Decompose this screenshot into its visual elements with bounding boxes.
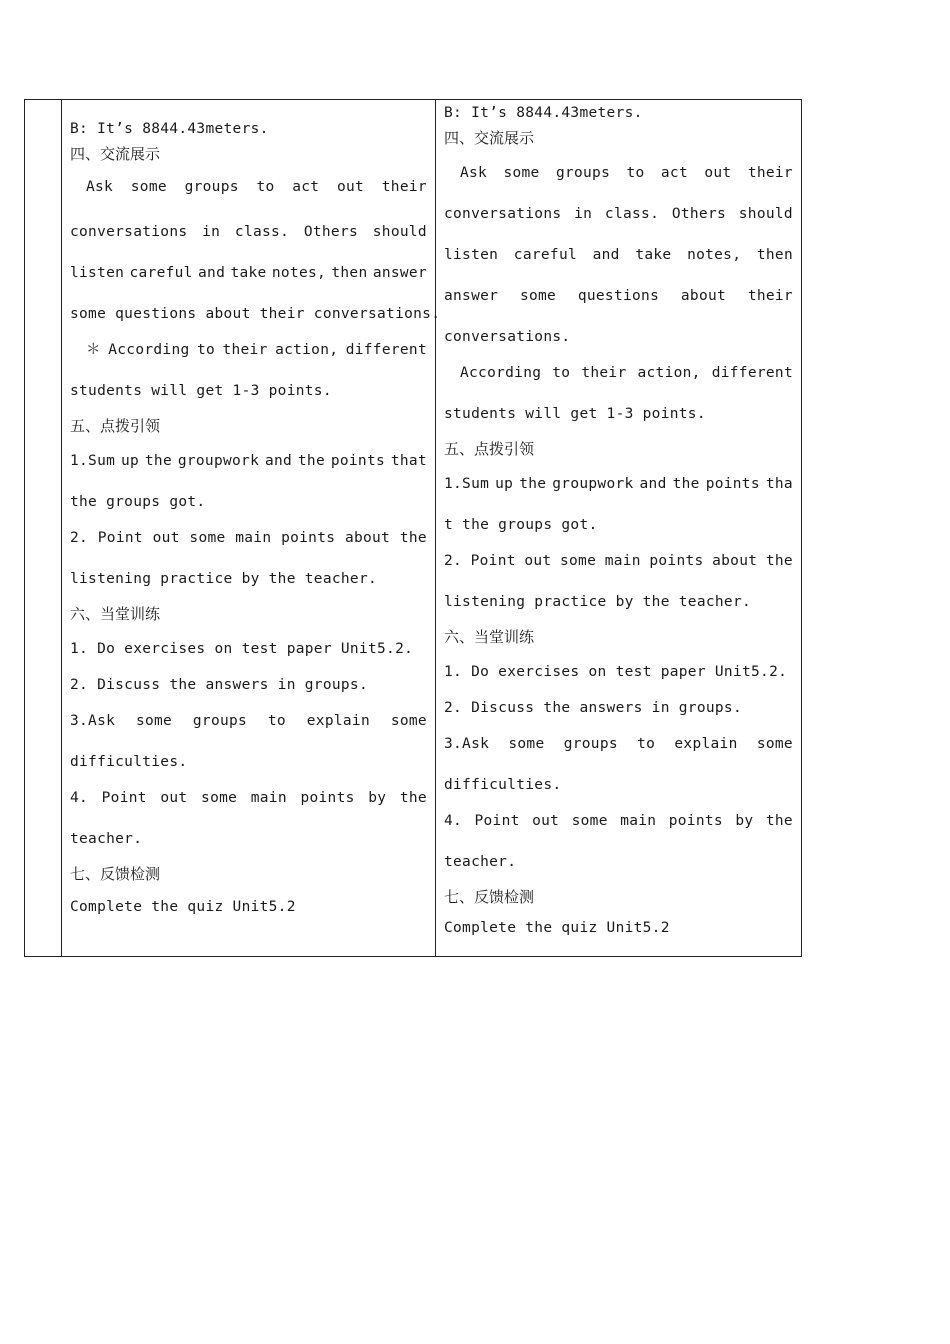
word: act bbox=[660, 165, 688, 181]
word: Point bbox=[470, 553, 516, 569]
word: and bbox=[592, 247, 620, 263]
word: by bbox=[735, 813, 754, 829]
para-5b-line-1 bbox=[444, 552, 793, 570]
para-6a: 1. Do exercises on test paper Unit5.2. bbox=[444, 664, 788, 680]
word: take bbox=[635, 247, 672, 263]
para-5a-line-2: the groups got. bbox=[70, 494, 206, 510]
word: the bbox=[144, 453, 172, 469]
word: class. bbox=[604, 206, 660, 222]
para-4-line-2 bbox=[70, 223, 427, 241]
left-cell-content bbox=[70, 120, 441, 916]
word: their bbox=[381, 179, 427, 195]
word: answer bbox=[372, 265, 427, 281]
para-6d-line-1 bbox=[444, 812, 793, 830]
word: take bbox=[230, 265, 267, 281]
word: Point bbox=[101, 790, 147, 806]
word: some bbox=[756, 736, 793, 752]
para-4-line-3 bbox=[444, 246, 793, 264]
word: by bbox=[368, 790, 387, 806]
word: 4. bbox=[70, 790, 89, 806]
lesson-plan-table bbox=[24, 99, 802, 957]
word: points bbox=[281, 530, 336, 546]
word: notes, bbox=[687, 247, 742, 263]
word: should bbox=[372, 224, 427, 240]
word: 3.Ask bbox=[70, 713, 116, 729]
word: then bbox=[756, 247, 793, 263]
word: some bbox=[508, 736, 545, 752]
left-column bbox=[62, 100, 441, 956]
para-4-line-4: some questions about their conversations. bbox=[70, 306, 441, 322]
word: out bbox=[704, 165, 732, 181]
word: careful bbox=[513, 247, 578, 263]
para-7: Complete the quiz Unit5.2 bbox=[444, 920, 670, 936]
word: 1.Sum bbox=[444, 476, 490, 492]
word: groupwork bbox=[177, 453, 260, 469]
section-heading-6: 六、当堂训练 bbox=[70, 605, 161, 623]
section-heading-4: 四、交流展示 bbox=[444, 129, 535, 147]
para-6d-line-2: teacher. bbox=[444, 854, 517, 870]
word: should bbox=[738, 206, 793, 222]
word: to bbox=[626, 165, 645, 181]
word: points bbox=[330, 453, 386, 469]
word: 4. bbox=[444, 813, 463, 829]
word: Others bbox=[303, 224, 359, 240]
word: about bbox=[712, 553, 758, 569]
word: in bbox=[574, 206, 593, 222]
word: the bbox=[672, 476, 700, 492]
word: out bbox=[160, 790, 188, 806]
word: the bbox=[765, 553, 793, 569]
para-5a-line-2: t the groups got. bbox=[444, 517, 598, 533]
word: action, bbox=[637, 365, 701, 381]
para-5b-line-1 bbox=[70, 529, 427, 547]
word: and bbox=[198, 265, 226, 281]
word: According bbox=[108, 342, 190, 358]
para-4b-line-1 bbox=[444, 364, 793, 382]
para-6a: 1. Do exercises on test paper Unit5.2. bbox=[70, 641, 414, 657]
word: Ask bbox=[460, 165, 488, 181]
word: groupwork bbox=[552, 476, 634, 492]
word: main bbox=[250, 790, 287, 806]
word: Ask bbox=[86, 179, 114, 195]
word: some bbox=[135, 713, 173, 729]
word: their bbox=[581, 365, 627, 381]
word: their bbox=[747, 165, 793, 181]
para-6b: 2. Discuss the answers in groups. bbox=[70, 677, 368, 693]
word: some bbox=[560, 553, 597, 569]
word: some bbox=[189, 530, 226, 546]
word: the bbox=[519, 476, 547, 492]
word: some bbox=[390, 713, 427, 729]
para-5b-line-2: listening practice by the teacher. bbox=[70, 571, 378, 587]
word: listen bbox=[444, 247, 499, 263]
para-4b-line-2: students will get 1-3 points. bbox=[70, 383, 332, 399]
word: different bbox=[345, 342, 427, 358]
word: points bbox=[649, 553, 704, 569]
word: explain bbox=[674, 736, 738, 752]
para-4-line-4 bbox=[444, 287, 793, 305]
word: points bbox=[300, 790, 355, 806]
word: out bbox=[524, 553, 552, 569]
answer-line: B: It’s 8844.43meters. bbox=[444, 105, 643, 121]
word: 1.Sum bbox=[70, 453, 116, 469]
section-heading-7: 七、反馈检测 bbox=[444, 888, 535, 906]
word: 2. bbox=[70, 530, 89, 546]
section-heading-4: 四、交流展示 bbox=[70, 145, 161, 163]
word: notes, bbox=[271, 265, 327, 281]
word: explain bbox=[306, 713, 370, 729]
para-4-line-1 bbox=[444, 164, 793, 182]
label-column bbox=[25, 100, 62, 956]
word: groups bbox=[563, 736, 618, 752]
para-6d-line-2: teacher. bbox=[70, 831, 143, 847]
word: out bbox=[337, 179, 365, 195]
para-4b-line-2: students will get 1-3 points. bbox=[444, 406, 706, 422]
word: out bbox=[532, 813, 560, 829]
word: Point bbox=[474, 813, 520, 829]
word: about bbox=[680, 288, 727, 304]
word: ＊ bbox=[86, 342, 101, 358]
word: groups bbox=[192, 713, 248, 729]
section-heading-5: 五、点拨引领 bbox=[444, 440, 535, 458]
word: Point bbox=[97, 530, 143, 546]
word: careful bbox=[129, 265, 193, 281]
word: to bbox=[637, 736, 656, 752]
word: out bbox=[152, 530, 180, 546]
para-5a-line-1 bbox=[444, 475, 793, 493]
word: that bbox=[390, 453, 427, 469]
right-column bbox=[436, 100, 801, 956]
word: up bbox=[121, 453, 140, 469]
word: main bbox=[604, 553, 641, 569]
right-cell-content bbox=[444, 104, 793, 937]
word: some bbox=[519, 288, 557, 304]
para-4-line-3 bbox=[70, 264, 427, 282]
word: some bbox=[571, 813, 608, 829]
word: some bbox=[201, 790, 238, 806]
word: main bbox=[235, 530, 272, 546]
word: the bbox=[399, 790, 427, 806]
word: then bbox=[331, 265, 368, 281]
word: some bbox=[503, 165, 540, 181]
word: their bbox=[222, 342, 268, 358]
word: up bbox=[495, 476, 514, 492]
word: about bbox=[344, 530, 391, 546]
para-6c-line-2: difficulties. bbox=[444, 777, 562, 793]
para-4-line-2 bbox=[444, 205, 793, 223]
word: conversations bbox=[70, 224, 188, 240]
word: class. bbox=[234, 224, 290, 240]
word: 2. bbox=[444, 553, 463, 569]
para-5b-line-2: listening practice by the teacher. bbox=[444, 594, 752, 610]
word: their bbox=[747, 288, 793, 304]
para-6d-line-1 bbox=[70, 789, 427, 807]
word: points bbox=[705, 476, 760, 492]
word: to bbox=[256, 179, 275, 195]
word: tha bbox=[765, 476, 793, 492]
answer-line: B: It’s 8844.43meters. bbox=[70, 121, 269, 137]
word: listen bbox=[70, 265, 125, 281]
word: and bbox=[264, 453, 293, 469]
word: groups bbox=[184, 179, 239, 195]
word: Others bbox=[671, 206, 727, 222]
word: 3.Ask bbox=[444, 736, 490, 752]
para-6b: 2. Discuss the answers in groups. bbox=[444, 700, 742, 716]
word: act bbox=[292, 179, 320, 195]
para-5a-line-1 bbox=[70, 452, 427, 470]
word: and bbox=[639, 476, 667, 492]
word: answer bbox=[444, 288, 499, 304]
word: some bbox=[130, 179, 167, 195]
word: the bbox=[765, 813, 793, 829]
section-heading-5: 五、点拨引领 bbox=[70, 417, 161, 435]
word: to bbox=[267, 713, 286, 729]
para-6c-line-1 bbox=[70, 712, 427, 730]
section-heading-7: 七、反馈检测 bbox=[70, 865, 161, 883]
word: the bbox=[297, 453, 325, 469]
section-heading-6: 六、当堂训练 bbox=[444, 628, 535, 646]
word: to bbox=[552, 365, 571, 381]
word: main bbox=[620, 813, 657, 829]
para-4-line-5: conversations. bbox=[444, 329, 571, 345]
para-6c-line-1 bbox=[444, 735, 793, 753]
word: different bbox=[711, 365, 793, 381]
word: the bbox=[399, 530, 427, 546]
word: in bbox=[202, 224, 221, 240]
para-4b-line-1 bbox=[70, 341, 427, 359]
word: conversations bbox=[444, 206, 562, 222]
word: points bbox=[668, 813, 723, 829]
word: to bbox=[196, 342, 216, 358]
para-6c-line-2: difficulties. bbox=[70, 754, 188, 770]
word: action, bbox=[275, 342, 339, 358]
word: According bbox=[460, 365, 542, 381]
para-7: Complete the quiz Unit5.2 bbox=[70, 899, 296, 915]
word: groups bbox=[555, 165, 611, 181]
word: questions bbox=[577, 288, 660, 304]
para-4-line-1 bbox=[70, 178, 427, 196]
